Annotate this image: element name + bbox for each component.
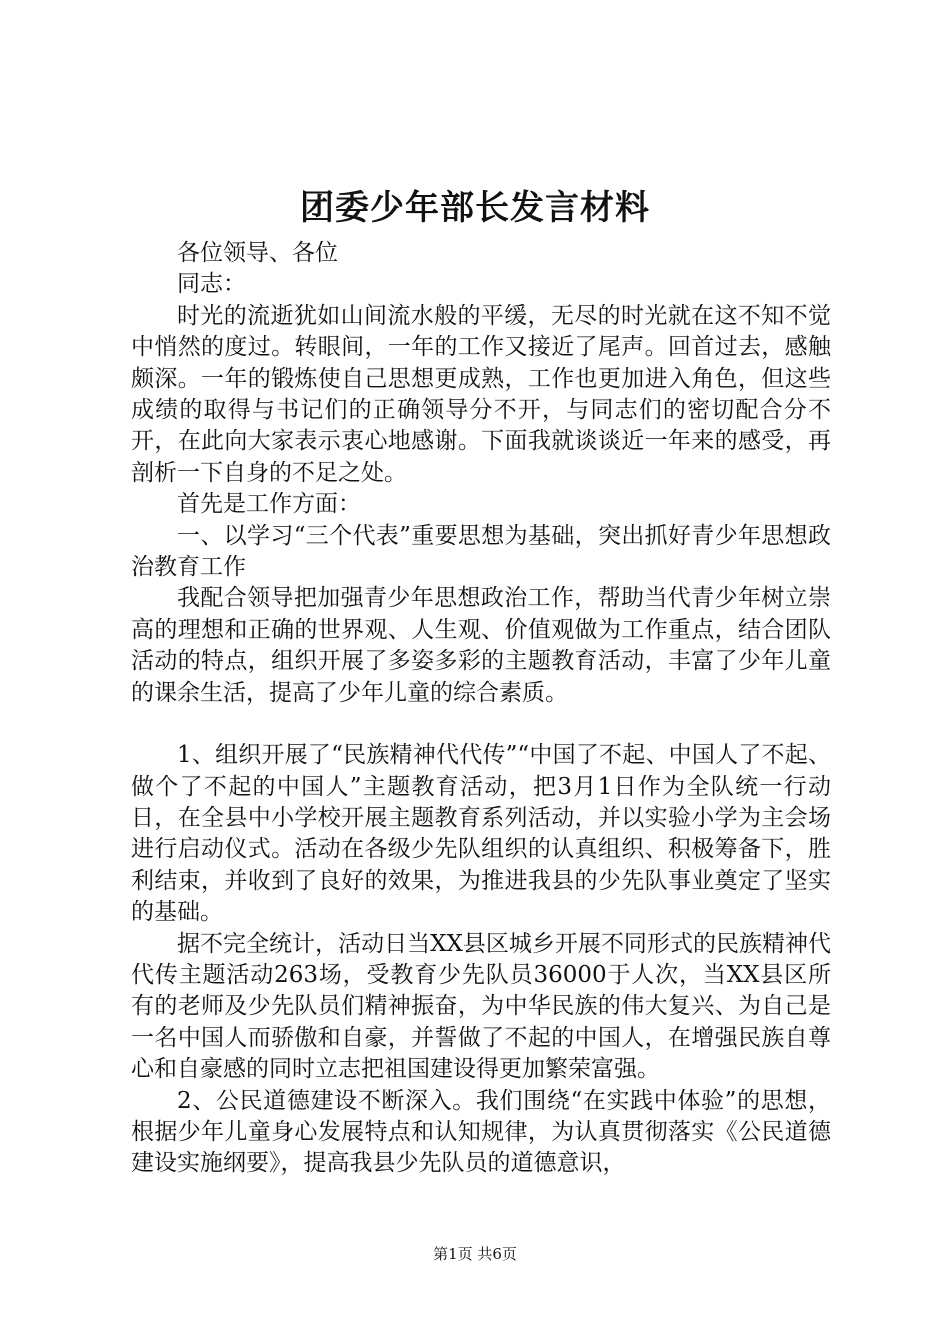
salutation-line-1: 各位领导、各位: [177, 240, 338, 266]
paragraph-spacer: [131, 709, 831, 740]
page-footer: 第1页 共6页: [433, 1245, 517, 1263]
document-body: [131, 238, 831, 1180]
statistics-paragraph: 据不完全统计，活动日当XX县区城乡开展不同形式的民族精神代代传主题活动263场，受教育少先队员36000于人次，当XX县区所有的老师及少先队员们精神振奋，为中华民族的伟大复兴、为自己是一名中国人而骄傲和自豪，并誓做了不起的中国人，在增强民族自尊心和自豪感的同时立志把祖国建设得更加繁荣富强。: [131, 930, 831, 1083]
section-paragraph: 我配合领导把加强青少年思想政治工作，帮助当代青少年树立崇高的理想和正确的世界观、人生观、价值观做为工作重点，结合团队活动的特点，组织开展了多姿多彩的主题教育活动，丰富了少年儿童的课余生活，提高了少年儿童的综合素质。: [131, 585, 831, 706]
item-1-paragraph: 1、组织开展了“民族精神代代传”“中国了不起、中国人了不起、做个了不起的中国人”主题教育活动，把3月1日作为全队统一行动日，在全县中小学校开展主题教育系列活动，并以实验小学为主会场进行启动仪式。活动在各级少先队组织的认真组织、积极筹备下，胜利结束，并收到了良好的效果，为推进我县的少先队事业奠定了坚实的基础。: [131, 742, 831, 926]
intro-paragraph: 时光的流逝犹如山间流水般的平缓，无尽的时光就在这不知不觉中悄然的度过。转眼间，一年的工作又接近了尾声。回首过去，感触颇深。一年的锻炼使自己思想更成熟，工作也更加进入角色，但这些成绩的取得与书记们的正确领导分不开，与同志们的密切配合分不开，在此向大家表示衷心地感谢。下面我就谈谈近一年来的感受，再剖析一下自身的不足之处。: [131, 302, 831, 486]
salutation-line-2: 同志：: [177, 271, 246, 298]
document-title: 团委少年部长发言材料: [300, 188, 650, 228]
item-2-paragraph: 2、公民道德建设不断深入。我们围绕“在实践中体验”的思想，根据少年儿童身心发展特点和认知规律，为认真贯彻落实《公民道德建设实施纲要》，提高我县少先队员的道德意识，: [131, 1087, 831, 1177]
section-lead: 首先是工作方面：: [177, 491, 361, 518]
section-heading-1: 一、以学习“三个代表”重要思想为基础，突出抓好青少年思想政治教育工作: [131, 522, 831, 581]
